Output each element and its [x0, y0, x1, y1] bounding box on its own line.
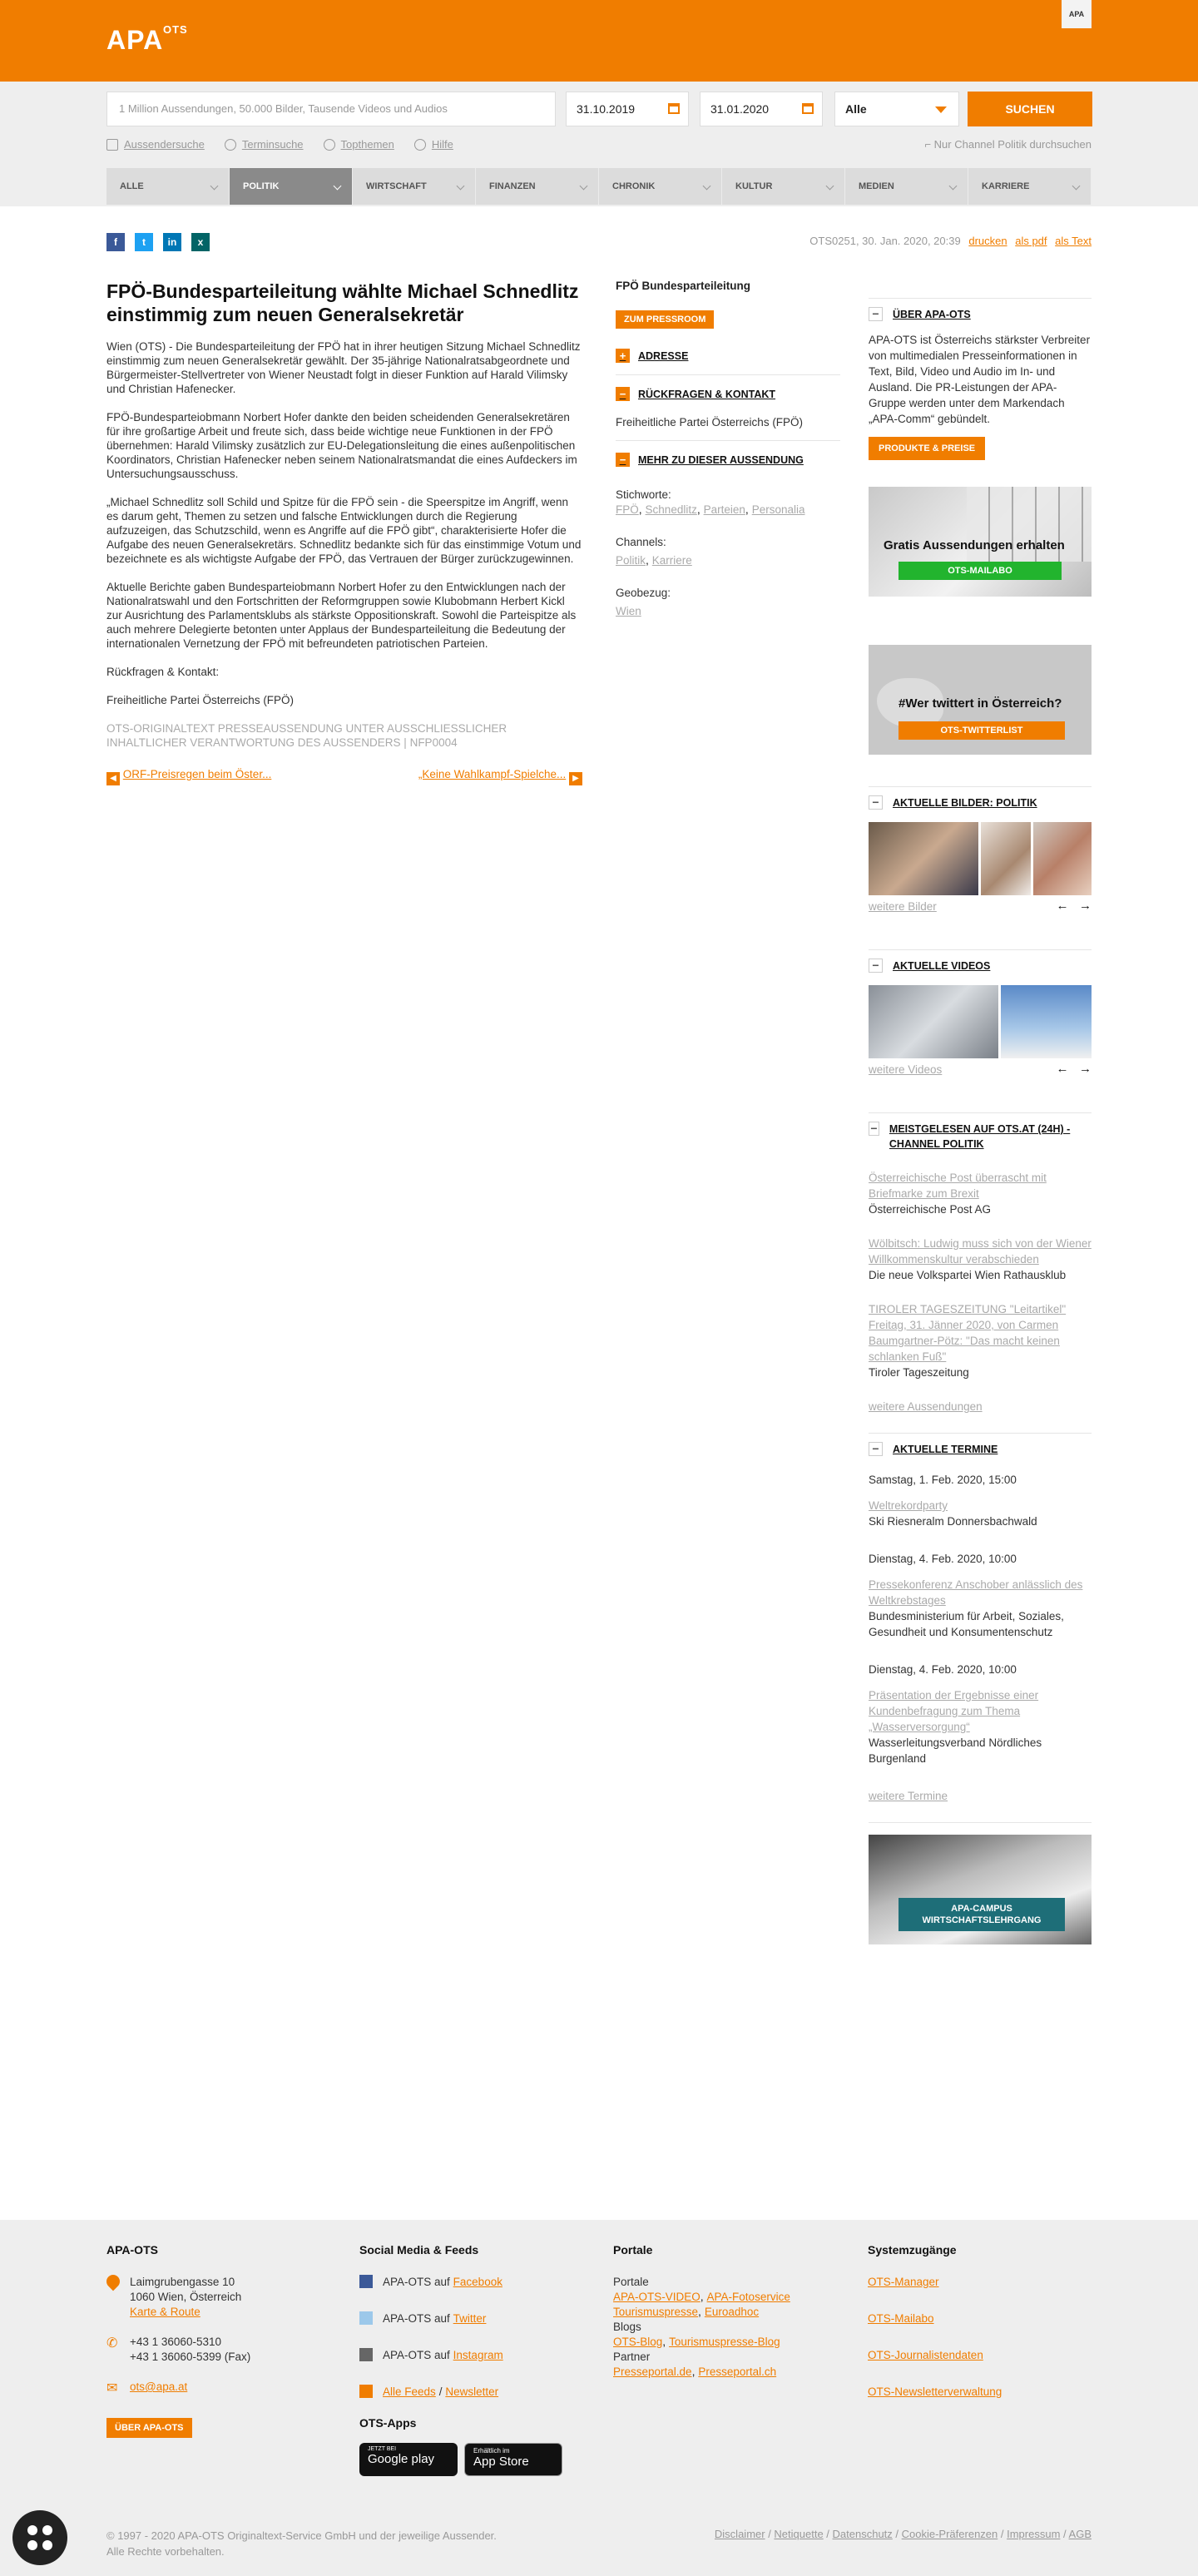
print-link[interactable]: drucken [968, 235, 1007, 247]
chevron-down-icon [210, 182, 219, 191]
mail-icon: ✉ [106, 2381, 118, 2395]
footer-col-social: Social Media & Feeds APA-OTS auf Facebook APA-OTS auf Twitter APA-OTS auf Instagram Alle Feeds / Newsletter OTS-Apps JETZT BEI Google play Erhältlich im App Store [359, 2243, 592, 2476]
terminsuche-link[interactable]: Terminsuche [225, 138, 304, 151]
footer-col-portale: Portale Portale APA-OTS-VIDEO, APA-Fotoservice Tourismuspresse, Euroadhoc Blogs OTS-Blog, Tourismuspresse-Blog Partner Presseportal.de, Presseportal.ch [613, 2243, 846, 2380]
termin-place: Bundesministerium für Arbeit, Soziales, Gesundheit und Konsumentenschutz [869, 1610, 1064, 1638]
videos-toggle[interactable]: − AKTUELLE VIDEOS [869, 959, 1092, 973]
geo-label: Geobezug: [616, 587, 671, 599]
twitter-banner[interactable] [869, 645, 1092, 755]
portal-link[interactable]: Euroadhoc [704, 2306, 760, 2318]
tag-link[interactable]: Parteien [703, 503, 745, 516]
minus-icon: − [869, 307, 883, 321]
footer-links: Disclaimer / Netiquette / Datenschutz / Cookie-Präferenzen / Impressum / AGB [714, 2528, 1092, 2540]
impressum-link[interactable]: Impressum [1007, 2528, 1061, 2540]
channel-link[interactable]: Karriere [651, 554, 692, 567]
meistgelesen-item [869, 1236, 1092, 1283]
contact-name: Freiheitliche Partei Österreichs (FPÖ) [106, 694, 295, 706]
pressroom-button[interactable]: ZUM PRESSROOM [616, 310, 714, 329]
meistgelesen-sender: Tiroler Tageszeitung [869, 1366, 969, 1379]
minus-icon: − [616, 387, 630, 401]
arrow-left-icon: ◀ [106, 772, 120, 785]
date-from-field[interactable]: 31.10.2019 [566, 92, 689, 126]
article-meta [809, 235, 1092, 247]
article [106, 280, 582, 785]
hilfe-link[interactable]: Hilfe [414, 138, 453, 151]
termin-link[interactable]: Pressekonferenz Anschober anlässlich des Weltkrebstages [869, 1578, 1083, 1607]
twitter-icon [359, 2311, 373, 2325]
minus-icon: − [869, 959, 883, 973]
calendar-icon [668, 103, 680, 114]
footer-col-apa-ots: APA-OTS Laimgrubengasse 10 1060 Wien, Österreich Karte & Route ✆ +43 1 36060-5310 +43 1 36060-5399 (Fax) ✉ ots@apa.at ÜBER APA-OTS [106, 2243, 339, 2438]
instagram-icon [359, 2348, 373, 2361]
termin-date: Dienstag, 4. Feb. 2020, 10:00 [869, 1663, 1017, 1676]
rss-icon [359, 2385, 373, 2398]
meistgelesen-item [869, 1170, 1092, 1217]
app-store-badge[interactable]: Erhältlich im App Store [464, 2443, 562, 2476]
newsletter-link[interactable]: Newsletter [445, 2385, 499, 2398]
clock-icon [225, 139, 236, 151]
system-link[interactable]: OTS-Mailabo [868, 2312, 934, 2325]
agb-link[interactable]: AGB [1068, 2528, 1092, 2540]
system-link[interactable]: OTS-Newsletterverwaltung [868, 2385, 1002, 2398]
apa-ots-logo[interactable]: APA OTS [106, 23, 188, 55]
channels-label: Channels: [616, 536, 666, 548]
arrow-right-icon[interactable]: → [1079, 1062, 1092, 1076]
portal-link[interactable]: APA-OTS-VIDEO [613, 2291, 700, 2303]
blog-link[interactable]: Tourismuspresse-Blog [669, 2336, 780, 2348]
termin-item [869, 1551, 1092, 1640]
minus-icon: − [869, 1122, 879, 1136]
sender-name: FPÖ Bundesparteileitung [616, 280, 751, 292]
copyright: © 1997 - 2020 APA-OTS Originaltext-Service GmbH und der jeweilige Aussender. Alle Rechte vorbehalten. [106, 2529, 497, 2558]
termin-place: Ski Riesneralm Donnersbachwald [869, 1515, 1037, 1528]
mehr-toggle[interactable]: − MEHR ZU DIESER AUSSENDUNG [616, 453, 840, 467]
channel-only-checkbox[interactable]: ⌐ Nur Channel Politik durchsuchen [924, 138, 1092, 151]
footer-heading: APA-OTS [106, 2243, 158, 2256]
twitter-text: #Wer twittert in Österreich? [898, 696, 1062, 711]
meistgelesen-item [869, 1301, 1092, 1380]
article-paragraph: „Michael Schnedlitz soll Schild und Spitze für die FPÖ sein - die Speerspitze im Angriff, wenn es darum geht, Themen zu setzen und falsche Entwicklungen durch die Regierung aufzuzeigen, das Schutzschild, wenn es Angriffe auf die FPÖ gibt“, charakterisierte Hofer die Aufgabe des neuen Generalsekretärs. Schnedlitz bedankte sich für das einstimmige Votum und bezeichnete es als wichtigste Aufgabe der FPÖ, das Vertrauen der Bürger zurückzugewinnen. [106, 496, 582, 565]
search-links [106, 138, 453, 151]
meistgelesen-link[interactable]: Wölbitsch: Ludwig muss sich von der Wiener Willkommenskultur verabschieden [869, 1237, 1092, 1266]
gallery-image[interactable] [869, 822, 978, 895]
xing-icon[interactable]: x [191, 233, 210, 251]
ueber-text: APA-OTS ist Österreichs stärkster Verbreiter von multimedialen Presseinformationen in Text, Bild, Video und Audio im In- und Ausland. Die PR-Leistungen der APA-Gruppe werden unter dem Markendach „APA-Comm“ gebündelt. [869, 334, 1091, 425]
blog-link[interactable]: OTS-Blog [613, 2336, 663, 2348]
bilder-toggle[interactable]: − AKTUELLE BILDER: POLITIK [869, 795, 1092, 810]
chevron-down-icon [580, 182, 588, 191]
apa-badge[interactable]: APA [1062, 0, 1092, 28]
right-sidebar [869, 280, 1092, 1944]
aussendersuche-link[interactable]: Aussendersuche [106, 138, 205, 151]
apa-campus-button[interactable]: APA-CAMPUS WIRTSCHAFTSLEHRGANG [898, 1898, 1065, 1931]
twitter-icon[interactable]: t [135, 233, 153, 251]
location-icon [104, 2272, 123, 2291]
linkedin-icon[interactable]: in [163, 233, 181, 251]
cookie-link[interactable]: Cookie-Präferenzen [901, 2528, 998, 2540]
channel-link[interactable]: Politik [616, 554, 646, 567]
weitere-termine-link[interactable]: weitere Termine [869, 1790, 948, 1802]
footer-heading: Portale [613, 2243, 653, 2256]
geo-link[interactable]: Wien [616, 605, 641, 617]
twitterlist-button[interactable]: OTS-TWITTERLIST [898, 721, 1065, 740]
filter-select[interactable]: Alle [834, 92, 959, 126]
arrow-left-icon[interactable]: ← [1056, 1062, 1069, 1076]
contact-label: Rückfragen & Kontakt: [106, 666, 220, 678]
next-article-link[interactable]: „Keine Wahlkampf-Spielche... ▶ [418, 768, 582, 785]
weitere-bilder-link[interactable]: weitere Bilder [869, 900, 937, 913]
chevron-down-icon [826, 182, 834, 191]
chevron-down-icon [457, 182, 465, 191]
nav-medien[interactable]: MEDIEN [845, 168, 968, 205]
facebook-link[interactable]: Facebook [453, 2276, 502, 2288]
mailabo-button[interactable]: OTS-MAILABO [898, 562, 1062, 580]
facebook-icon [359, 2275, 373, 2288]
search-area [0, 82, 1198, 206]
search-button[interactable]: SUCHEN [968, 92, 1092, 126]
mailabo-banner[interactable] [869, 487, 1092, 597]
compass-icon [324, 139, 335, 151]
ots-id: OTS0251, 30. Jan. 2020, 20:39 [809, 235, 961, 247]
instagram-link[interactable]: Instagram [453, 2349, 503, 2361]
nav-alle[interactable]: ALLE [106, 168, 230, 205]
email-link[interactable]: ots@apa.at [130, 2380, 188, 2393]
meistgelesen-toggle[interactable]: − MEISTGELESEN AUF OTS.AT (24H) - CHANNEL POLITIK [869, 1122, 1092, 1152]
site-footer [0, 2220, 1198, 2576]
phone[interactable]: +43 1 36060-5310 [130, 2336, 221, 2348]
share-bar [106, 233, 210, 251]
chevron-down-icon [703, 182, 711, 191]
article-paragraph: Aktuelle Berichte gaben Bundesparteiobmann Norbert Hofer zu den Entwicklungen nach der Nationalratswahl und den Fortschritten der Reformgruppen sowie Klubobmann Herbert Kickl zur Ausrichtung des Parlamentsklubs als stärkste Oppositionskraft. Sowohl die Parteispitze als auch mehrere Delegierte betonten unter Applaus der Bundesparteileitung die Bedeutung der internationalen Vernetzung der FPÖ mit befreundeten patriotischen Parteien. [106, 581, 577, 650]
feeds-link[interactable]: Alle Feeds [383, 2385, 436, 2398]
termin-item [869, 1662, 1092, 1766]
videos-gallery [869, 985, 1092, 1058]
nav-chronik[interactable]: CHRONIK [599, 168, 722, 205]
termin-place: Wasserleitungsverband Nördliches Burgenland [869, 1736, 1042, 1765]
footer-heading: Systemzugänge [868, 2243, 957, 2256]
article-paragraph: FPÖ-Bundesparteiobmann Norbert Hofer dankte den beiden scheidenden Generalsekretären für ihre großartige Arbeit und freute sich, dass beide wichtige neue Funktionen in der FPÖ übernehmen: Harald Vilimsky zusätzlich zur EU-Delegationsleitung die eines außenpolitischen Koordinators, Christian Hafenecker neben seinem Nationalratsmandat die eines Aufdeckers im Untersuchungsausschuss. [106, 411, 577, 480]
ueber-toggle[interactable]: − ÜBER APA-OTS [869, 307, 1092, 322]
plus-icon: + [616, 349, 630, 363]
minus-icon: − [869, 795, 883, 810]
portal-link[interactable]: Tourismuspresse [613, 2306, 699, 2318]
category-nav [106, 168, 1092, 205]
cookie-settings-button[interactable] [12, 2510, 67, 2565]
site-header [0, 0, 1198, 82]
route-link[interactable]: Karte & Route [130, 2306, 200, 2318]
phone-icon: ✆ [106, 2336, 118, 2351]
mailabo-text: Gratis Aussendungen erhalten [884, 538, 1065, 552]
termine-toggle[interactable]: − AKTUELLE TERMINE [869, 1442, 1092, 1457]
topthemen-link[interactable]: Topthemen [324, 138, 394, 151]
partner-link[interactable]: Presseportal.de [613, 2365, 692, 2378]
nav-karriere[interactable]: KARRIERE [968, 168, 1092, 205]
sender-column: FPÖ Bundesparteileitung ZUM PRESSROOM + ADRESSE − RÜCKFRAGEN & KONTAKT Freiheitliche Partei Österreichs (FPÖ) − MEHR ZU DIESER AUSSENDUNG Stichworte: FPÖ, Schnedlitz, Parteien, Personalia Channels: Politik, Karriere Geobezug: Wien [616, 280, 840, 617]
footer-heading: OTS-Apps [359, 2416, 417, 2430]
text-link[interactable]: als Text [1055, 235, 1092, 247]
chevron-down-icon [935, 107, 947, 113]
arrow-right-icon: ▶ [569, 772, 582, 785]
dot-icon [27, 2540, 37, 2550]
weitere-aussendungen-link[interactable]: weitere Aussendungen [869, 1400, 983, 1413]
termin-date: Dienstag, 4. Feb. 2020, 10:00 [869, 1553, 1017, 1565]
prev-next-nav [106, 768, 582, 785]
footer-heading: Social Media & Feeds [359, 2243, 479, 2256]
termin-date: Samstag, 1. Feb. 2020, 15:00 [869, 1474, 1017, 1486]
nav-finanzen[interactable]: FINANZEN [476, 168, 599, 205]
chevron-down-icon [949, 182, 958, 191]
nav-wirtschaft[interactable]: WIRTSCHAFT [353, 168, 476, 205]
fax: +43 1 36060-5399 (Fax) [130, 2351, 251, 2363]
dot-icon [27, 2525, 37, 2535]
originaltext-note: OTS-ORIGINALTEXT PRESSEAUSSENDUNG UNTER AUSSCHLIESSLICHER INHALTLICHER VERANTWORTUNG DES AUSSENDERS | NFP0004 [106, 722, 507, 749]
tag-link[interactable]: Personalia [751, 503, 805, 516]
system-link[interactable]: OTS-Manager [868, 2276, 939, 2288]
dot-icon [42, 2525, 52, 2535]
contact-name: Freiheitliche Partei Österreichs (FPÖ) [616, 416, 804, 429]
rueckfragen-toggle[interactable]: − RÜCKFRAGEN & KONTAKT [616, 387, 840, 401]
google-play-badge[interactable]: JETZT BEI Google play [359, 2443, 458, 2476]
termin-item [869, 1472, 1092, 1529]
netiquette-link[interactable]: Netiquette [774, 2528, 824, 2540]
minus-icon: − [616, 453, 630, 467]
calendar-icon [802, 103, 814, 114]
datenschutz-link[interactable]: Datenschutz [832, 2528, 893, 2540]
video-thumbnail[interactable] [869, 985, 998, 1058]
nav-politik[interactable]: POLITIK [230, 168, 353, 205]
gallery-image[interactable] [981, 822, 1031, 895]
produkte-button[interactable]: PRODUKTE & PREISE [869, 437, 985, 460]
termin-link[interactable]: Weltrekordparty [869, 1499, 948, 1512]
facebook-icon[interactable]: f [106, 233, 125, 251]
bilder-gallery [869, 822, 1092, 895]
arrow-right-icon[interactable]: → [1079, 899, 1092, 913]
dot-icon [42, 2540, 52, 2550]
video-thumbnail[interactable] [1001, 985, 1092, 1058]
apa-campus-banner[interactable] [869, 1835, 1092, 1944]
pdf-link[interactable]: als pdf [1015, 235, 1047, 247]
arrow-left-icon[interactable]: ← [1056, 899, 1069, 913]
system-link[interactable]: OTS-Journalistendaten [868, 2349, 983, 2361]
tag-link[interactable]: FPÖ [616, 503, 639, 516]
search-input[interactable]: 1 Million Aussendungen, 50.000 Bilder, Tausende Videos und Audios [106, 92, 556, 126]
date-to-field[interactable]: 31.01.2020 [700, 92, 823, 126]
meistgelesen-link[interactable]: Österreichische Post überrascht mit Briefmarke zum Brexit [869, 1172, 1047, 1200]
chevron-down-icon [1072, 182, 1081, 191]
gallery-image[interactable] [1033, 822, 1092, 895]
footer-col-system [868, 2243, 1101, 2400]
article-paragraph: Wien (OTS) - Die Bundesparteileitung der FPÖ hat in ihrer heutigen Sitzung Michael Schnedlitz einstimmig zum neuen Generalsekretär gewählt. Der 35-jährige Nationalratsabgeordnete und Bürgermeister-Stellvertreter von Wiener Neustadt folgt in dieser Funktion auf Harald Vilimsky und Christian Hafenecker. [106, 340, 581, 395]
portal-link[interactable]: APA-Fotoservice [706, 2291, 790, 2303]
disclaimer-link[interactable]: Disclaimer [714, 2528, 765, 2540]
twitter-link[interactable]: Twitter [453, 2312, 487, 2325]
nav-kultur[interactable]: KULTUR [722, 168, 845, 205]
article-title: FPÖ-Bundesparteileitung wählte Michael Schnedlitz einstimmig zum neuen Generalsekretär [106, 280, 579, 325]
minus-icon: − [869, 1442, 883, 1456]
weitere-videos-link[interactable]: weitere Videos [869, 1063, 943, 1076]
meistgelesen-sender: Österreichische Post AG [869, 1203, 992, 1216]
meistgelesen-link[interactable]: TIROLER TAGESZEITUNG "Leitartikel" Freitag, 31. Jänner 2020, von Carmen Baumgartner-Pötz: "Das macht keinen schlanken Fuß" [869, 1303, 1067, 1363]
meistgelesen-sender: Die neue Volkspartei Wien Rathausklub [869, 1269, 1067, 1281]
info-icon [414, 139, 426, 151]
termin-link[interactable]: Präsentation der Ergebnisse einer Kundenbefragung zum Thema „Wasserversorgung“ [869, 1689, 1039, 1733]
partner-link[interactable]: Presseportal.ch [698, 2365, 777, 2378]
chevron-down-icon [334, 182, 342, 191]
prev-article-link[interactable]: ◀ ORF-Preisregen beim Öster... [106, 768, 271, 785]
tag-link[interactable]: Schnedlitz [645, 503, 697, 516]
building-icon [106, 139, 118, 151]
ueber-apa-ots-button[interactable]: ÜBER APA-OTS [106, 2418, 192, 2438]
stichworte-label: Stichworte: [616, 488, 671, 501]
adresse-toggle[interactable]: + ADRESSE [616, 349, 840, 363]
